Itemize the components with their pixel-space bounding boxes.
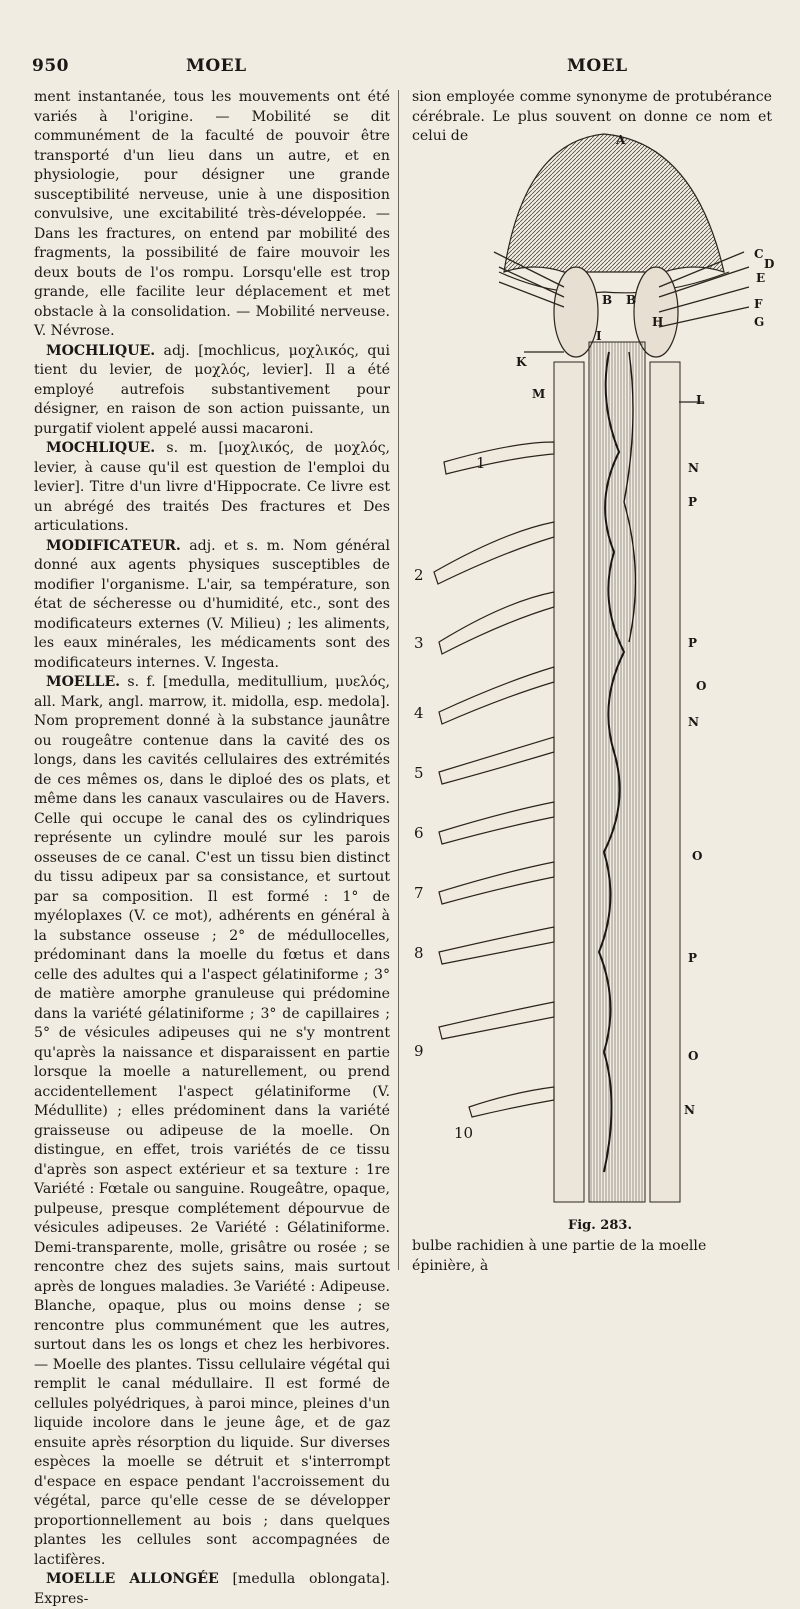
nerve-number: 4 [414, 704, 424, 722]
figure-label-N: N [684, 1103, 695, 1117]
dictionary-entry [34, 673, 390, 1570]
entry-headword: MODIFICATEUR. [46, 537, 181, 554]
column-divider [398, 90, 399, 1270]
figure-label-G: G [754, 315, 765, 329]
dictionary-entry [34, 342, 390, 440]
anatomical-figure [404, 122, 800, 1222]
entry-text: s. m. [μοχλικός, de μοχλός, levier, à cause qu'il est question de l'emploi du levier]. Titre d'un livre d'Hippocrate. Ce livre est un abrégé des traités Des fractures et Des articulations. [34, 440, 390, 534]
dictionary-entry [34, 537, 390, 674]
entry-text: [medulla oblongata]. Expres- [34, 1571, 390, 1607]
figure-label-C: C [754, 247, 764, 261]
figure-caption: Fig. 283. [568, 1218, 632, 1233]
nerve-number: 8 [414, 944, 424, 962]
dictionary-entry [34, 1570, 390, 1609]
right-column-top-text: sion employée comme synonyme de protubérance cérébrale. Le plus souvent on donne ce nom et celui de [412, 89, 772, 144]
entry-text: s. f. [medulla, meditullium, μυελός, all. Mark, angl. marrow, it. midolla, esp. medola]. Nom proprement donné à la substance jaunâtre ou rougeâtre contenue dans la cavité des os longs, dans les cavités cellulaires des extrémités de ces mêmes os, dans le diploé des os plats, et même dans les canaux vasculaires ou de Havers. Celle qui occupe le canal des os cylindriques représente un cylindre moulé sur les parois osseuses de ce canal. C'est un tissu bien distinct du tissu adipeux par sa consistance, et surtout par sa composition. Il est formé : 1° de myéloplaxes (V. ce mot), adhérents en général à la substance osseuse ; 2° de médullocelles, prédominant dans la moelle du fœtus et dans celle des adultes qui a l'aspect gélatiniforme ; 3° de matière amorphe granuleuse qui prédomine dans la variété gélatiniforme ; 3° de capillaires ; 5° de vésicules adipeuses qui ne s'y montrent qu'après la naissance et disparaissent en partie lorsque la moelle a naturellement, ou prend accidentellement l'aspect gélatiniforme (V. Médullite) ; elles prédominent dans la variété graisseuse ou adipeuse de la moelle. On distingue, en effet, trois variétés de ce tissu d'après son aspect extérieur et sa texture : 1re Variété : Fœtale ou sanguine. Rougeâtre, opaque, pulpeuse, presque complétement dépourvue de vésicules adipeuses. 2e Variété : Gélatiniforme. Demi-transparente, molle, grisâtre ou rosée ; se rencontre chez des sujets sains, mais surtout après de longues maladies. 3e Variété : Adipeuse. Blanche, opaque, plus ou moins dense ; se rencontre plus communément que les autres, surtout dans les os longs et chez les herbivores. — Moelle des plantes. Tissu cellulaire végétal qui remplit le canal médullaire. Il est formé de cellules polyédriques, à paroi mince, pleines d'un liquide incolore dans le jeune âge, et de gaz ensuite après résorption du liquide. Sur diverses espèces la moelle se détruit et s'interrompt d'espace en espace pendant l'accroissement du végétal, parce qu'elle cesse de se développer proportionnellement au bois ; dans quelques plantes les cellules sont accompagnées de lactifères. [34, 674, 390, 1568]
entry-text: ment instantanée, tous les mouvements ont été variés à l'origine. — Mobilité se dit communément de la faculté de pouvoir être transporté d'un lieu dans un autre, et en physiologie, pour désigner une grande susceptibilité nerveuse, unie à une disposition convulsive, une excitabilité très-développée. — Dans les fractures, on entend par mobilité des fragments, la possibilité de faire mouvoir les deux bouts de l'os rompu. Lorsqu'elle est trop grande, elle facilite leur déplacement et met obstacle à la consolidation. — Mobilité nerveuse. V. Névrose. [34, 89, 390, 339]
figure-label-P: P [688, 495, 698, 509]
figure-label-O: O [696, 679, 707, 693]
nerve-number: 7 [414, 884, 424, 902]
figure-label-K: K [516, 355, 527, 369]
figure-label-P: P [688, 951, 698, 965]
nerve-number: 1 [476, 454, 486, 472]
figure-label-B: B [626, 293, 637, 307]
entry-text: adj. et s. m. Nom général donné aux agents physiques susceptibles de modifier l'organisme. L'air, sa température, son état de sécheresse ou d'humidité, etc., sont des modificateurs externes (V. Milieu) ; les aliments, les eaux minérales, les médicaments sont des modificateurs internes. V. Ingesta. [34, 537, 390, 671]
figure-label-N: N [688, 461, 699, 475]
entry-text: adj. [mochlicus, μοχλικός, qui tient du levier, de μοχλός, levier]. Il a été employé autrefois substantivement pour désigner, en raison de son action puissante, un purgatif violent appelé aussi macaroni. [34, 342, 390, 437]
figure-label-B: B [602, 293, 613, 307]
entry-headword: MOCHLIQUE. [46, 342, 156, 359]
figure-label-N: N [688, 715, 699, 729]
right-column-bottom-text: bulbe rachidien à une partie de la moelle épinière, à [412, 1238, 707, 1274]
figure-label-I: I [596, 329, 602, 343]
right-running-title: MOEL [567, 56, 628, 76]
entry-headword: MOCHLIQUE. [46, 440, 156, 456]
page-number: 950 [32, 56, 69, 76]
figure-label-P: P [688, 636, 698, 650]
left-column [34, 88, 390, 1609]
figure-label-E: E [756, 271, 766, 285]
dictionary-entry [34, 439, 390, 537]
nerve-number: 6 [414, 824, 424, 842]
figure-label-A: A [616, 133, 626, 147]
figure-label-H: H [652, 315, 664, 329]
figure-label-O: O [692, 849, 703, 863]
figure-label-D: D [764, 257, 775, 271]
figure-label-F: F [754, 297, 763, 311]
nerve-number: 2 [414, 566, 424, 584]
figure-label-M: M [532, 387, 546, 401]
figure-label-O: O [688, 1049, 699, 1063]
nerve-number: 3 [414, 634, 424, 652]
nerve-number: 9 [414, 1042, 424, 1060]
page-header [0, 56, 800, 82]
nerve-number: 5 [414, 764, 424, 782]
entry-headword: MOELLE. [46, 674, 121, 690]
nerve-number: 10 [454, 1124, 474, 1142]
protuberance-shape [504, 134, 724, 272]
spinal-cord-illustration [404, 122, 800, 1222]
left-running-title: MOEL [186, 56, 247, 76]
entry-headword: MOELLE ALLONGÉE [46, 1571, 219, 1587]
figure-label-L: L [696, 393, 705, 407]
